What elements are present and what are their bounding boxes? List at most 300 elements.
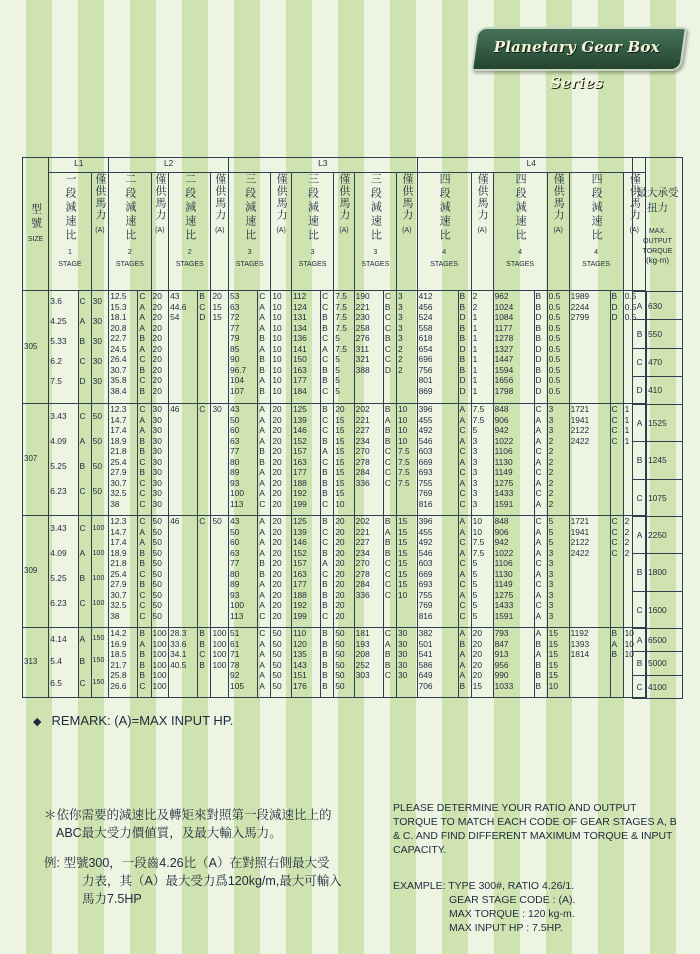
note-cn: ＊依你需要的減速比及轉矩來對照第一段減速比上的 ABC最大受力價値質，及最大輸入馬力。 例: 型號300，一段齒4.26比（A）在對照右側最大受 力表，其（A）最大受力爲120kg/m,最大可輸入 馬力7.5HP [44,808,342,906]
cell: 1721 [570,516,590,526]
cell: 20 [152,322,162,333]
cell: A [259,526,265,537]
hp-header: 僅供馬力 (A) [397,173,418,291]
cell: 113 [230,610,244,621]
cell: B [79,573,86,583]
cell: 20 [272,526,282,537]
cell: 303 [355,670,370,680]
cell: 30.7 [110,364,127,375]
cell: 157 [292,558,307,568]
cell: 5 [472,579,478,589]
cell: 3 [548,414,554,425]
cell: 5 [472,600,478,610]
cell: 78 [230,659,240,670]
cell: 756 [418,364,433,375]
cell: B [535,301,542,312]
cell: B [459,364,466,375]
cell: 14.7 [110,414,127,425]
cell: 396 [418,404,433,414]
l2b-ratio-col [169,516,198,628]
cell: C [384,291,391,301]
cell: 847 [494,638,509,649]
cell: 100 [152,638,167,649]
cell: A [139,638,145,649]
cell: 16.9 [110,638,127,649]
cell: 252 [355,659,370,670]
cell: 10 [624,638,634,649]
cell: 3 [472,498,478,509]
cell: C [384,628,391,638]
cell: 336 [355,589,370,600]
cell: A [139,414,145,425]
cell: 3 [472,435,478,446]
torque-code: C [633,591,647,628]
cell: C [199,516,206,526]
cell: 2 [548,456,554,467]
cell: 693 [418,579,433,589]
cell: 188 [292,477,307,488]
cell: 1393 [570,638,590,649]
cell: A [259,404,265,414]
cell: B [139,385,145,396]
l4b-code-col [534,628,547,698]
cell: A [322,343,328,354]
cell: 79 [230,333,240,343]
cell: 21.7 [110,659,127,670]
l3c-hp-col [397,291,418,404]
cell: 1989 [570,291,590,301]
cell: B [322,579,328,589]
cell: B [384,301,391,312]
cell: C [322,414,329,425]
cell: B [535,364,542,375]
l2a-ratio-col [109,404,138,516]
cell: B [322,547,328,558]
series-title: Planetary Gear Box Series [493,38,660,92]
cell: 63 [230,547,240,558]
cell: 221 [355,414,370,425]
cell: 0.5 [548,375,561,385]
cell: 3 [398,301,403,312]
cell: 5.4 [50,656,62,666]
l2a-ratio-col [109,628,138,698]
cell: 61 [230,638,240,649]
cell: 2 [472,301,478,312]
cell: 15.3 [110,301,127,312]
cell: C [611,516,618,526]
cell: B [322,477,328,488]
cell: 1275 [494,477,514,488]
l4b-ratio-col [493,404,534,516]
cell: 177 [292,579,307,589]
cell: 10 [272,343,282,354]
torque-code: B [633,652,647,675]
cell: 336 [355,477,370,488]
cell: 25.8 [110,670,127,680]
cell: A [259,638,265,649]
cell: 131 [292,312,307,322]
cell: 3 [548,558,554,568]
cell: 1106 [494,446,513,456]
cell: 906 [494,526,509,537]
l1-ratio-col [49,404,78,516]
cell: 15 [548,659,558,670]
cell: C [384,589,391,600]
cell: B [322,680,328,691]
cell: 7.5 [335,312,347,322]
cell: 50 [272,638,282,649]
cell: 100 [230,600,245,610]
cell: 3 [548,404,554,414]
size-cell: 313 [23,628,49,698]
cell: 20 [152,333,162,343]
l1-ratio-col [49,516,78,628]
cell: 7.5 [472,547,485,558]
cell: B [384,425,391,435]
torque-value: 550 [647,320,683,348]
cell: B [322,600,328,610]
cell: 5.25 [50,573,67,583]
cell: 20 [152,375,162,385]
cell: 1275 [494,589,514,600]
cell: C [139,477,146,488]
cell: 44.6 [170,301,187,312]
cell: B [139,547,145,558]
cell: 92 [230,670,240,680]
cell: 1656 [494,375,514,385]
cell: C [384,343,391,354]
cell: B [459,291,466,301]
l2a-code-col [138,628,151,698]
cell: 1 [472,375,478,385]
cell: A [259,680,265,691]
cell: C [322,610,329,621]
cell: 942 [494,425,509,435]
cell: C [611,547,618,558]
l3c-hp-col [397,628,418,698]
cell: C [199,301,206,312]
cell: A [139,425,145,435]
cell: 15 [398,579,408,589]
torque-value: 1800 [647,554,683,591]
cell: B [79,461,86,471]
cell: 10 [272,354,282,364]
cell: 100 [212,638,227,649]
cell: 3 [472,467,478,477]
size-cell: 305 [23,291,49,404]
cell: 20 [152,364,162,375]
cell: 181 [355,628,370,638]
cell: 2244 [570,301,590,312]
cell: C [139,375,146,385]
cell: B [322,435,328,446]
l4b-code-col [534,404,547,516]
l2a-hp-col [151,291,169,404]
cell: 234 [355,547,370,558]
l4c-ratio-col [569,628,610,698]
cell: 284 [355,579,370,589]
cell: 816 [418,610,433,621]
cell: 1814 [570,649,590,659]
l4a-ratio-col [417,291,458,404]
cell: 5.33 [50,336,67,346]
cell: A [79,634,86,644]
cell: 202 [355,404,370,414]
cell: 20 [472,649,482,659]
ratio-header: 四段減速比 4 STAGES [493,173,547,291]
group-l3: L3 [229,158,418,173]
torque-code: A [633,292,647,320]
cell: 30 [92,336,102,346]
cell: 693 [418,467,433,477]
torque-row [633,591,683,628]
cell: B [322,589,328,600]
cell: B [139,670,145,680]
cell: 15 [548,638,558,649]
ratio-header: 二段減速比 2 STAGES [109,173,151,291]
cell: 30 [398,670,408,680]
cell: C [139,516,146,526]
cell: 1591 [494,610,514,621]
note-en: PLEASE DETERMINE YOUR RATIO AND OUTPUT TORQUE TO MATCH EACH CODE OF GEAR STAGES A, B & C. AND FIND DIFFERENT MAXIMUM TORQUE & INPUT CAPACITY. EXAMPLE: TYPE 300#, RATIO 4.26/1. GEAR STAGE CODE : (A). MAX TORQUE : 120 kg-m. MAX INPUT HP : 7.5HP. [393,802,677,934]
cell: A [459,477,466,488]
cell: 50 [152,516,162,526]
cell: 100 [230,488,245,498]
l4b-ratio-col [493,291,534,404]
hp-header: 僅供馬力 (A) [623,173,645,291]
cell: 202 [355,516,370,526]
cell: C [459,579,466,589]
cell: A [459,404,466,414]
l3c-ratio-col [354,516,383,628]
torque-row [633,376,683,404]
cell: A [259,547,265,558]
cell: 20 [272,498,282,509]
l1-ratio-col [49,628,78,698]
cell: A [459,435,466,446]
cell: 20 [335,579,345,589]
l2b-hp-col [211,516,229,628]
cell: C [535,404,542,414]
diamond-icon: ◆ [33,716,42,728]
cell: 2422 [570,435,590,446]
cell: 388 [355,364,370,375]
cell: 4.09 [50,436,67,446]
l4b-ratio-col [493,516,534,628]
l4a-hp-col [471,628,493,698]
cell: A [139,537,145,547]
cell: 20 [472,628,482,638]
cell: 7.5 [335,322,347,333]
cell: 7.5 [398,456,410,467]
cell: 956 [494,659,509,670]
cell: 152 [292,435,307,446]
cell: 7.5 [472,414,485,425]
cell: 455 [418,414,433,425]
cell: 1192 [570,628,589,638]
cell: 2 [548,488,554,498]
cell: B [79,336,86,346]
cell: 104 [230,375,245,385]
cell: 34.1 [170,649,187,659]
cell: 270 [355,446,370,456]
cell: 15 [548,670,558,680]
cell: 17.4 [110,537,127,547]
cell: 30 [152,425,162,435]
cell: 15 [398,516,408,526]
cell: 20 [335,404,345,414]
cell: A [259,343,265,354]
cell: 113 [230,498,244,509]
cell: A [259,516,265,526]
group-l2: L2 [109,158,229,173]
cell: 89 [230,467,240,477]
cell: B [611,628,618,638]
cell: 50 [272,680,282,691]
cell: 801 [418,375,433,385]
cell: 1 [472,364,478,375]
cell: 913 [494,649,509,659]
cell: 15 [398,558,408,568]
size-row [23,628,646,698]
torque-row [633,516,683,553]
cell: B [384,537,391,547]
torque-row [633,292,683,320]
cell: A [139,312,145,322]
cell: 10 [272,322,282,333]
cell: 60 [230,425,240,435]
cell: 5 [335,333,340,343]
cell: 50 [335,638,345,649]
l2b-code-col [198,291,211,404]
cell: C [259,610,266,621]
cell: A [139,301,145,312]
cell: A [459,414,466,425]
cell: C [139,498,146,509]
cell: 278 [355,456,370,467]
cell: B [322,404,328,414]
cell: 63 [230,301,240,312]
cell: 20 [335,526,345,537]
l2a-code-col [138,404,151,516]
l1-code-col [78,628,91,698]
cell: 3 [548,547,554,558]
cell: 150 [292,354,307,364]
cell: 50 [230,414,240,425]
cell: 10 [272,312,282,322]
cell: B [384,547,391,558]
cell: 77 [230,322,240,333]
l1-hp-col [91,291,109,404]
cell: 2 [624,516,630,526]
cell: 1 [624,425,630,435]
cell: A [259,537,265,547]
cell: 221 [355,526,370,537]
cell: 50 [92,411,102,421]
cell: B [322,659,328,670]
cell: 32.5 [110,488,127,498]
cell: 0.5 [548,364,561,375]
cell: B [322,628,328,638]
cell: 10 [272,375,282,385]
cell: 412 [418,291,433,301]
cell: 21.8 [110,558,127,568]
cell: 112 [292,291,307,301]
cell: 90 [230,354,240,364]
cell: 20 [335,558,345,568]
cell: 5 [472,589,478,600]
cell: B [535,333,542,343]
cell: C [139,354,146,364]
cell: A [259,467,265,477]
cell: 50 [230,526,240,537]
cell: 100 [152,628,167,638]
cell: 30 [152,446,162,456]
cell: 14.2 [110,628,127,638]
cell: B [139,435,145,446]
cell: 546 [418,435,433,446]
torque-code: A [633,516,647,553]
l2b-code-col [198,628,211,698]
cell: 321 [355,354,370,364]
l3b-ratio-col [291,516,320,628]
cell: A [259,414,265,425]
cell: A [535,435,542,446]
cell: 7.5 [398,446,410,456]
torque-row [633,348,683,376]
cell: 20 [272,456,282,467]
cell: A [459,547,466,558]
cell: 649 [418,670,433,680]
cell: 143 [292,659,307,670]
cell: B [535,680,542,691]
cell: 20 [272,446,282,456]
cell: C [611,414,618,425]
cell: 10 [398,404,408,414]
cell: 46 [170,404,180,414]
cell: B [139,649,145,659]
cell: A [259,659,265,670]
l4c-ratio-col [569,516,610,628]
cell: 40.5 [170,659,187,670]
cell: 30 [398,649,408,659]
cell: 5 [548,516,554,526]
l3c-code-col [383,404,396,516]
cell: D [535,385,542,396]
cell: 1177 [494,322,513,333]
cell: 2 [398,364,403,375]
cell: 1149 [494,467,513,477]
cell: 20 [152,354,162,364]
cell: A [259,375,265,385]
l4b-ratio-col [493,628,534,698]
cell: B [384,333,391,343]
cell: A [535,425,542,435]
cell: 20 [335,600,345,610]
cell: C [384,312,391,322]
cell: 150 [92,657,105,664]
cell: 2 [548,477,554,488]
cell: A [79,436,86,446]
l3c-hp-col [397,404,418,516]
cell: A [259,312,265,322]
cell: 3 [548,589,554,600]
torque-code: B [633,554,647,591]
cell: 3 [472,488,478,498]
cell: 1 [472,385,478,396]
cell: 3 [548,579,554,589]
cell: 20 [335,516,345,526]
